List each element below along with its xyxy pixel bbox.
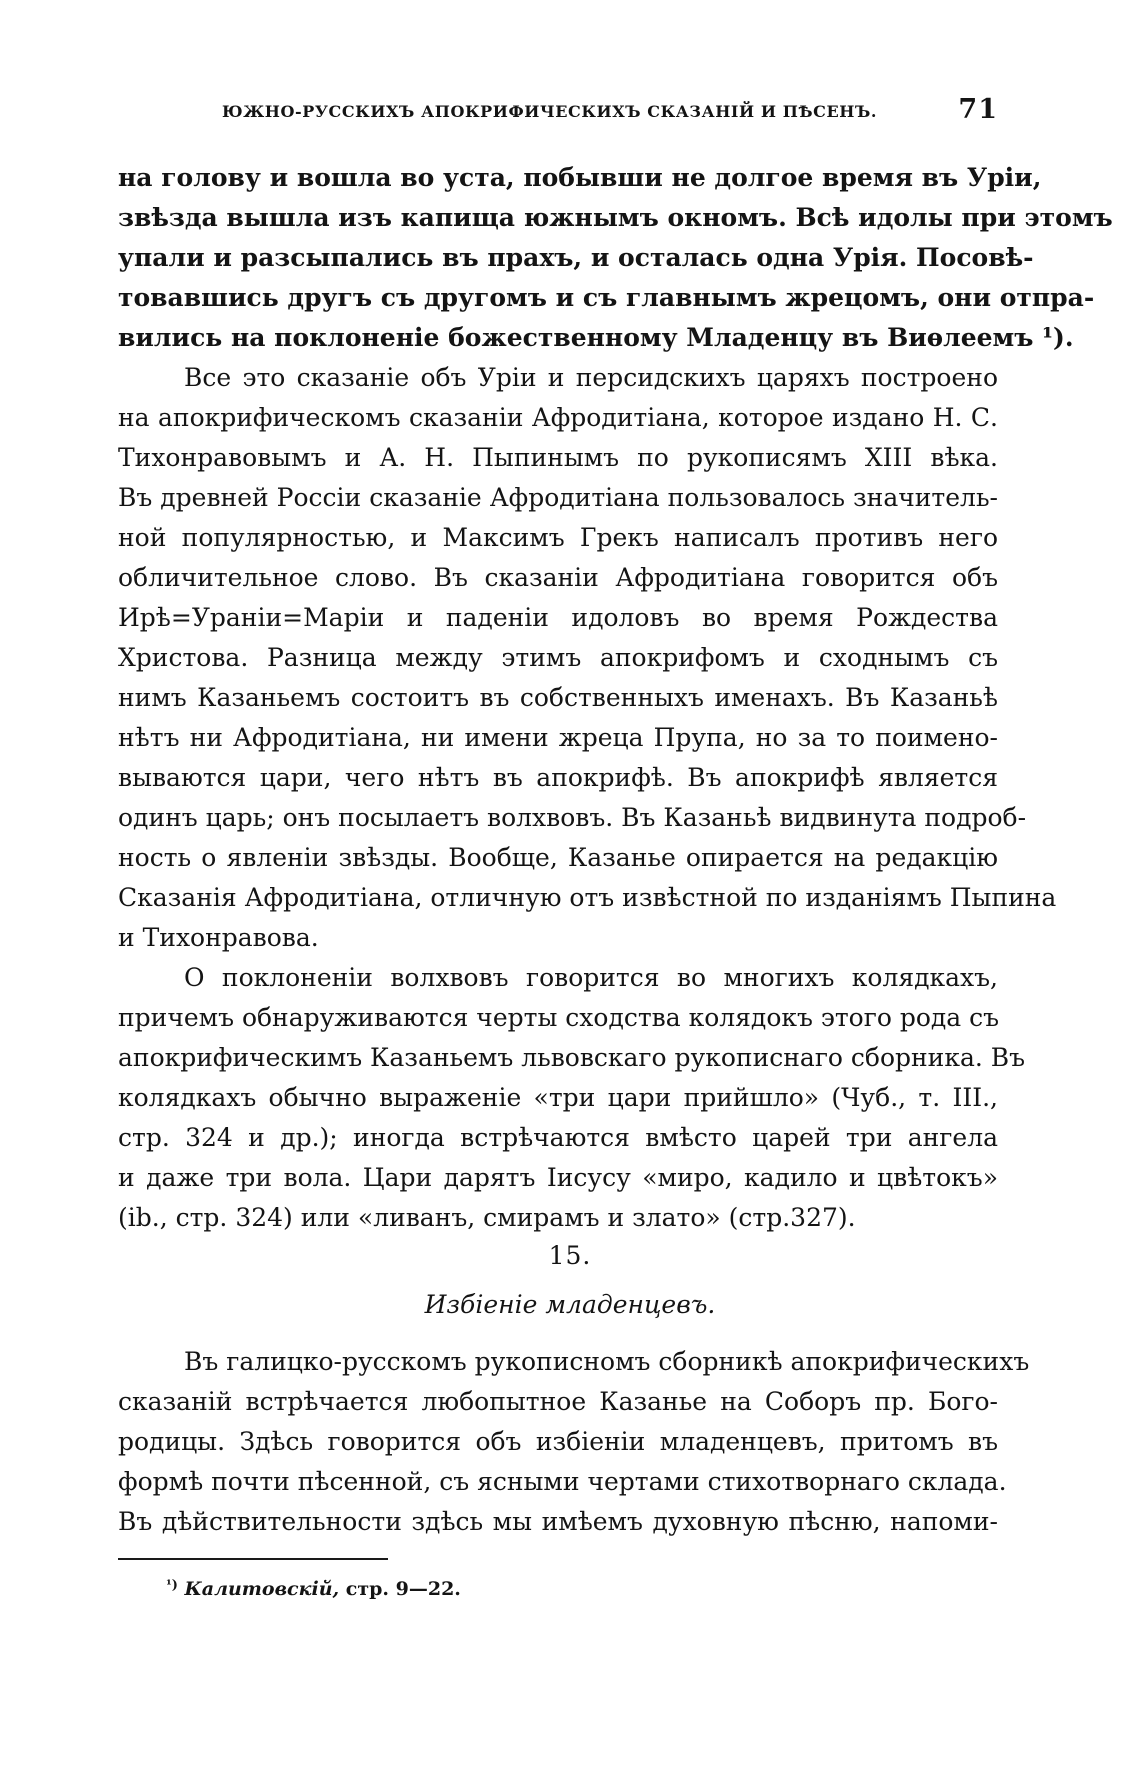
text-line: на апокрифическомъ сказаніи Афродитіана, которое издано Н. С. [118,403,998,432]
text-line: колядкахъ обычно выраженіе «три цари прийшло» (Чуб., т. III., [118,1083,998,1112]
text-line: обличительное слово. Въ сказаніи Афродитіана говорится объ [118,563,998,592]
paragraph-4 [118,1342,1030,1542]
text-line: Тихонравовымъ и А. Н. Пыпинымъ по рукописямъ XIII вѣка. [118,443,998,472]
text-line: и даже три вола. Цари дарятъ Іисусу «миро, кадило и цвѣтокъ» [118,1163,998,1192]
section-number: 15. [548,1241,592,1270]
footnote-mark: ¹) [166,1578,178,1593]
text-line: на голову и вошла во уста, побывши не долгое время въ Уріи, [118,163,1042,192]
text-line: формѣ почти пѣсенной, съ ясными чертами стихотворнаго склада. [118,1467,1007,1496]
text-line: вываются цари, чего нѣтъ въ апокрифѣ. Въ апокрифѣ является [118,763,998,792]
text-line: О поклоненіи волхвовъ говорится во многихъ колядкахъ, [184,963,998,992]
text-line: упали и разсыпались въ прахъ, и осталась одна Урія. Посовѣ- [118,243,1034,272]
text-line: Ирѣ=Ураніи=Маріи и паденіи идоловъ во время Рождества [118,603,998,632]
text-line: сказаній встрѣчается любопытное Казанье на Соборъ пр. Бого- [118,1387,998,1416]
section-text-block [118,1342,1030,1542]
page-number: 71 [958,94,998,125]
text-line: ной популярностью, и Максимъ Грекъ написалъ противъ него [118,523,998,552]
text-line: (ib., стр. 324) или «ливанъ, смирамъ и злато» (стр.327). [118,1203,856,1232]
text-line: нѣтъ ни Афродитіана, ни имени жреца Прупа, но за то поимено- [118,723,998,752]
text-line: Въ древней Россіи сказаніе Афродитіана пользовалось значитель- [118,483,998,512]
paragraph-3 [118,958,1026,1238]
footnote [166,1578,461,1600]
text-line: стр. 324 и др.); иногда встрѣчаются вмѣсто царей три ангела [118,1123,998,1152]
text-line: ность о явленіи звѣзды. Вообще, Казанье опирается на редакцію [118,843,998,872]
running-head [222,96,1022,126]
text-line: Въ дѣйствительности здѣсь мы имѣемъ духовную пѣсню, напоми- [118,1507,998,1536]
footnote-reference: стр. 9—22. [345,1578,461,1600]
text-line: одинъ царь; онъ посылаетъ волхвовъ. Въ Казаньѣ видвинута подроб- [118,803,1027,832]
text-line: Въ галицко-русскомъ рукописномъ сборникѣ апокрифическихъ [184,1347,1030,1376]
text-line: Христова. Разница между этимъ апокрифомъ и сходнымъ съ [118,643,998,672]
paragraph-2 [118,358,1057,958]
text-line: Сказанія Афродитіана, отличную отъ извѣстной по изданіямъ Пыпина [118,883,1057,912]
text-line: товавшись другъ съ другомъ и съ главнымъ жрецомъ, они отпра- [118,283,1095,312]
footnote-author: Калитовскій, [184,1578,340,1600]
main-text-block [118,158,1113,1238]
footnote-divider [118,1558,388,1560]
text-line: и Тихонравова. [118,923,319,952]
text-line: звѣзда вышла изъ капища южнымъ окномъ. Всѣ идолы при этомъ [118,203,1113,232]
paragraph-1 [118,158,1113,358]
text-line: апокрифическимъ Казаньемъ львовскаго рукописнаго сборника. Въ [118,1043,1026,1072]
text-line: родицы. Здѣсь говорится объ избіеніи младенцевъ, притомъ въ [118,1427,998,1456]
text-line: вились на поклоненіе божественному Младенцу въ Виѳлеемъ ¹). [118,323,1074,352]
section-title: Избіеніе младенцевъ. [424,1290,716,1319]
text-line: нимъ Казаньемъ состоитъ въ собственныхъ именахъ. Въ Казаньѣ [118,683,998,712]
running-title: ЮЖНО-РУССКИХЪ АПОКРИФИЧЕСКИХЪ СКАЗАНІЙ И ПѢСЕНЪ. [222,102,878,121]
text-line: Все это сказаніе объ Уріи и персидскихъ царяхъ построено [184,363,998,392]
text-line: причемъ обнаруживаются черты сходства колядокъ этого рода съ [118,1003,1000,1032]
